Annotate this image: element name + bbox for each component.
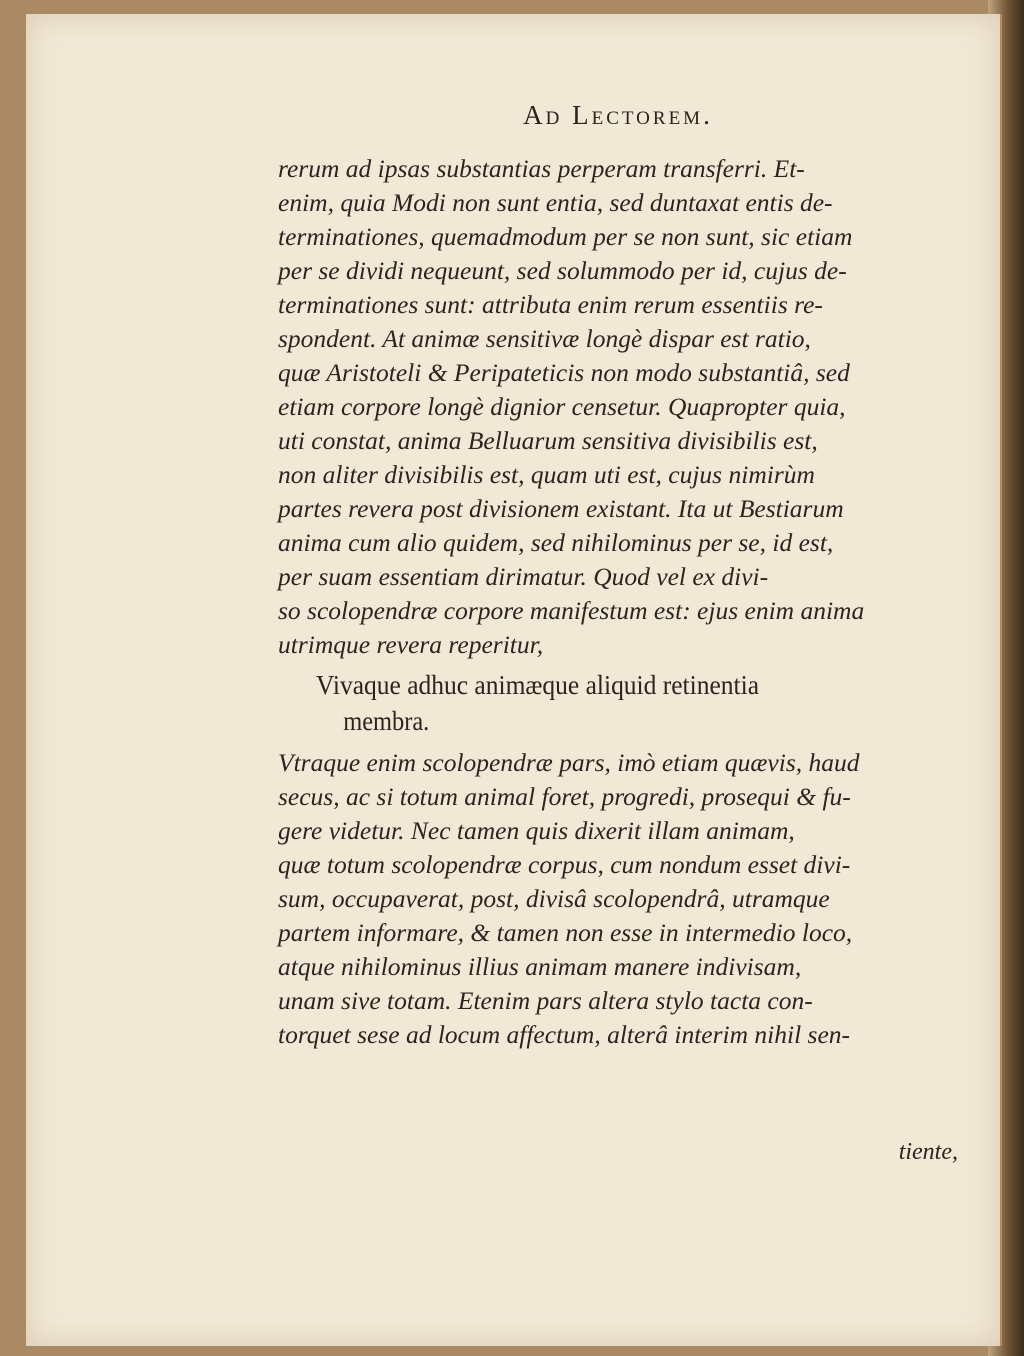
text-line: so scolopendræ corpore manifestum est: ejus enim anima <box>278 596 865 625</box>
text-line: quæ totum scolopendræ corpus, cum nondum esset divi- <box>278 850 851 879</box>
text-line: unam sive totam. Etenim pars altera stylo tacta con- <box>278 986 813 1015</box>
text-line: partem informare, & tamen non esse in intermedio loco, <box>278 918 853 947</box>
text-line: enim, quia Modi non sunt entia, sed duntaxat entis de- <box>278 188 833 217</box>
text-line: atque nihilominus illius animam manere indivisam, <box>278 952 802 981</box>
catchword: tiente, <box>898 1139 958 1165</box>
text-line: quæ Aristoteli & Peripateticis non modo substantiâ, sed <box>278 358 850 387</box>
text-line: uti constat, anima Belluarum sensitiva divisibilis est, <box>278 426 818 455</box>
text-line: non aliter divisibilis est, quam uti est, cujus nimirùm <box>278 460 815 489</box>
running-head: Ad Lectorem. <box>523 100 713 130</box>
text-line: per suam essentiam dirimatur. Quod vel ex divi- <box>278 562 769 591</box>
text-line: terminationes sunt: attributa enim rerum essentiis re- <box>278 290 823 319</box>
text-line: etiam corpore longè dignior censetur. Quapropter quia, <box>278 392 846 421</box>
text-line: spondent. At animæ sensitivæ longè dispar est ratio, <box>278 324 811 353</box>
text-line: gere videtur. Nec tamen quis dixerit illam animam, <box>278 816 795 845</box>
text-line: secus, ac si totum animal foret, progredi, prosequi & fu- <box>278 782 851 811</box>
text-line: Vtraque enim scolopendræ pars, imò etiam quævis, haud <box>278 748 860 777</box>
text-line: per se dividi nequeunt, sed solummodo per id, cujus de- <box>278 256 847 285</box>
text-line: sum, occupaverat, post, divisâ scolopendrâ, utramque <box>278 884 830 913</box>
text-line: torquet sese ad locum affectum, alterâ interim nihil sen- <box>278 1020 851 1049</box>
text-line: partes revera post divisionem existant. Ita ut Bestiarum <box>278 494 844 523</box>
text-line: terminationes, quemadmodum per se non sunt, sic etiam <box>278 222 853 251</box>
verse-line: membra. <box>343 706 430 736</box>
text-line: rerum ad ipsas substantias perperam transferri. Et- <box>278 154 805 183</box>
text-line: anima cum alio quidem, sed nihilominus per se, id est, <box>278 528 834 557</box>
book-page <box>26 14 1002 1346</box>
text-line: utrimque revera reperitur, <box>278 630 544 659</box>
verse-line: Vivaque adhuc animæque aliquid retinentia <box>316 670 760 700</box>
